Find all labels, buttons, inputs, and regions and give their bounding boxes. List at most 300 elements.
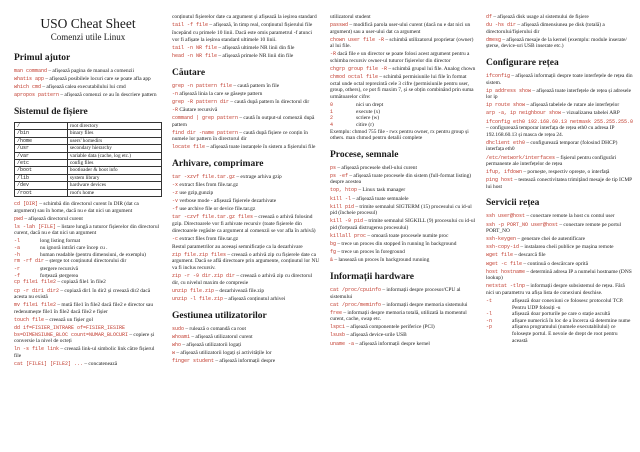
option-flag: -h bbox=[14, 251, 21, 258]
directory-description: variable data (cache, log etc.) bbox=[67, 152, 161, 159]
command-name: which cmd bbox=[14, 84, 42, 91]
command-entry bbox=[172, 22, 320, 29]
option-flag: 4 bbox=[330, 121, 334, 128]
command-name: ifup, ifdown bbox=[486, 169, 523, 176]
option-row bbox=[330, 109, 478, 116]
command-description: începând cu primele 10 linii. Dacă este omis parametrul -f atunci vor fi afișate la ieșirea standard ultimele 10 linii. bbox=[172, 30, 312, 43]
entry-list bbox=[172, 174, 320, 303]
command-description: – caută în output-ul comenzii după pattern bbox=[172, 114, 315, 128]
command-description: – afișează primele NR linii din file bbox=[218, 52, 294, 59]
option-flag: 0 bbox=[330, 102, 334, 109]
command-name: du -hs dir bbox=[486, 22, 517, 29]
command-description: – afișează device-urile USB bbox=[346, 332, 407, 339]
section-heading-info-hardware: Informații hardware bbox=[330, 271, 414, 282]
command-name: finger student bbox=[172, 357, 215, 364]
command-description: – trimite semnalul SIGKILL (9) procesului cu id-ul pid (forțează distrugerea procesului) bbox=[330, 218, 476, 231]
command-name: ip route show bbox=[486, 102, 526, 109]
command-name: zip file.zip files bbox=[172, 251, 227, 258]
command-description: – afișează mesaje de la kernel (exemplu: module inserate/șterse, device-uri USB inserate etc.) bbox=[486, 36, 627, 50]
command-name: ssh-keygen bbox=[486, 236, 517, 243]
entry-list bbox=[330, 22, 478, 101]
command-name: unzip file.zip bbox=[172, 287, 215, 294]
command-description: afișează linia la care se găsește pattern bbox=[179, 90, 263, 97]
directory-description: system library bbox=[67, 174, 161, 181]
directory-description: root's home bbox=[67, 189, 161, 196]
command-name: whoami bbox=[172, 333, 191, 340]
command-entry bbox=[486, 283, 634, 296]
command-description: – copiază dir1 în dir2 și creează dir2 dacă acesta nu există bbox=[14, 287, 151, 301]
command-name: cat [FILE1] [FILE2] ... bbox=[14, 361, 84, 367]
command-description: – afișează toate procesele din sistem (full-format listing) despre acestea bbox=[330, 172, 472, 186]
command-name: ifconfig eth0 192.168.60.13 netmask 255.255.255.0 bbox=[486, 118, 634, 125]
entry-list bbox=[486, 73, 634, 191]
command-description: – afișează conținutul arhivei bbox=[224, 295, 286, 302]
column-1 bbox=[14, 14, 162, 369]
command-name: wget -c file bbox=[486, 260, 523, 267]
command-name: -v bbox=[172, 198, 179, 205]
directory-path: /lib bbox=[15, 174, 68, 181]
command-description: – modifică parola user-ului curent (dacă nu e dat nici un argument) sau a user-ului dat ca argument bbox=[330, 22, 471, 35]
command-name: whatis app bbox=[14, 76, 45, 83]
table-row bbox=[15, 159, 162, 166]
command-description: dacă file e un director se poate folosi acest argument pentru a schimba recursiv owner-ul tuturor fișierelor din director bbox=[330, 51, 470, 65]
command-name: -f bbox=[172, 206, 179, 213]
directory-description: config files bbox=[67, 159, 161, 166]
command-name: dd if=FISIER_INTRARE of=FISIER_IESIRE bs=DIMENSIUNE_BLOC count=NUMAR_BLOCURI bbox=[14, 325, 129, 338]
command-entry bbox=[330, 204, 478, 217]
command-description: – afișează calea executabilului lui cmd bbox=[42, 84, 126, 91]
command-description: – schimbă permisiunile lui file în format octal unde octal reprezintă cele 3 cifre (permisiunile pentru user, group, others), ce pot fi maxim 7, și se obțin combinând prin suma următoarelor cifre: bbox=[330, 74, 474, 101]
command-entry bbox=[172, 174, 320, 181]
command-description: – schimbă din directorul curent în DIR (dat ca argument) sau în home, dacă nu e dat nici un argument bbox=[14, 200, 139, 214]
entry-list bbox=[14, 279, 162, 367]
directory-path: /bin bbox=[15, 130, 68, 137]
command-description: – fișierul pentru configurări permanente ale interfețelor de rețea bbox=[486, 154, 617, 168]
command-entry bbox=[172, 206, 320, 213]
command-name: ip address show bbox=[486, 87, 532, 94]
command-description: – afișează toate instanțele în sistem a fișierului file bbox=[206, 144, 316, 151]
command-name: locate file bbox=[172, 144, 206, 151]
command-entry bbox=[14, 361, 162, 368]
command-name: grep -R pattern dir bbox=[172, 98, 230, 105]
command-description: – afișează informații despre bbox=[215, 357, 276, 364]
option-flag: 2 bbox=[330, 115, 334, 122]
command-description: – afișează procesele shell-ului curent bbox=[337, 164, 417, 171]
option-row bbox=[486, 311, 634, 318]
option-row bbox=[330, 115, 478, 122]
command-name: passwd bbox=[330, 22, 349, 29]
table-row bbox=[15, 145, 162, 152]
command-name: chmod octal file bbox=[330, 74, 379, 81]
option-description: citire (r) bbox=[356, 121, 374, 128]
option-row bbox=[14, 252, 162, 259]
command-entry bbox=[486, 119, 634, 139]
command-name: fg bbox=[330, 249, 337, 256]
command-name: lsusb bbox=[330, 332, 346, 339]
command-entry bbox=[330, 241, 478, 248]
command-description: – omoară toate procesele numite proc bbox=[367, 233, 449, 240]
directory-path: /usr bbox=[15, 145, 68, 152]
option-description: ștergere recursivă bbox=[40, 266, 79, 273]
command-name: pwd bbox=[14, 215, 24, 222]
command-name: ssh-copy-id bbox=[486, 244, 520, 251]
command-name: free bbox=[330, 309, 343, 316]
option-row bbox=[14, 238, 162, 245]
command-description: – trimite semnalul SIGTERM (15) procesului cu id-ul pid (încheie procesul) bbox=[330, 203, 472, 217]
command-description: – generare chei de autentificare bbox=[517, 236, 586, 243]
command-entry bbox=[172, 198, 320, 205]
command-description: – afișează informații despre kernel bbox=[355, 340, 430, 347]
option-flag: -r bbox=[14, 266, 21, 273]
command-name: command | grep pattern bbox=[172, 114, 239, 121]
option-row bbox=[330, 102, 478, 109]
command-name: zip -r -9 dir.zip dir bbox=[172, 273, 236, 280]
command-entry bbox=[172, 53, 320, 60]
command-entry bbox=[330, 173, 478, 186]
option-description: afișarea programului (numele executabilului) ce folosește portul. E nevoie de drept de root pentru această bbox=[512, 324, 618, 344]
command-name: apropos pattern bbox=[14, 92, 60, 99]
command-description: use archive file or device file.tar.gz bbox=[179, 206, 256, 213]
option-flag: -p bbox=[486, 324, 493, 331]
command-description: – copiază file1 în file2 bbox=[57, 279, 106, 286]
command-entry bbox=[330, 233, 478, 240]
command-description: – configurează temporar (folosind DHCP) interfața eth0 bbox=[486, 139, 618, 153]
command-entry bbox=[14, 346, 162, 359]
command-description: – copiere și conversie la nivel de octeți bbox=[14, 331, 155, 345]
command-name: arp -a, ip neighbour show bbox=[486, 110, 562, 117]
command-entry bbox=[486, 261, 634, 268]
command-entry bbox=[486, 222, 634, 235]
command-entry bbox=[14, 279, 162, 286]
command-description: – afișează disk usage al sistemului de fișiere bbox=[493, 14, 589, 20]
command-name: tar -xzvf file.tar.gz bbox=[172, 173, 236, 180]
section-heading-cautare: Căutare bbox=[172, 67, 206, 78]
option-flag: -a bbox=[14, 245, 21, 251]
command-name: cat /proc/meminfo bbox=[330, 301, 382, 308]
command-description: – afișează utilizatorii logați și activitățile lor bbox=[176, 349, 272, 356]
command-description: – afișează informații despre toate interfețele de rețea din sistem. bbox=[486, 72, 633, 86]
command-name: ssh -p PORT_NO user@host bbox=[486, 221, 559, 228]
command-name: chown user file -R bbox=[330, 36, 385, 43]
command-description: – afișează toate semnalele bbox=[352, 195, 409, 202]
command-entry bbox=[172, 288, 320, 295]
command-description: – afișează toate interfețele de rețea și adresele lor ip bbox=[486, 87, 631, 101]
command-name: sudo bbox=[172, 325, 185, 332]
command-name: & bbox=[330, 257, 334, 264]
command-entry bbox=[172, 236, 320, 243]
command-name: kill -l bbox=[330, 195, 352, 202]
command-entry bbox=[486, 102, 634, 109]
command-entry bbox=[486, 169, 634, 176]
directory-path: /root bbox=[15, 189, 68, 196]
command-name: df bbox=[486, 14, 493, 20]
command-name: ssh user@host bbox=[486, 213, 526, 220]
directory-path: /var bbox=[15, 152, 68, 159]
command-entry bbox=[14, 302, 162, 315]
command-entry bbox=[486, 14, 634, 21]
command-name: uname -a bbox=[330, 340, 355, 347]
command-entry bbox=[486, 88, 634, 101]
directory-description: secondary hierarchy bbox=[67, 145, 161, 152]
option-flag: 1 bbox=[330, 108, 334, 115]
command-entry bbox=[486, 37, 634, 50]
command-entry bbox=[14, 92, 162, 99]
option-description: afișare numerică în loc de a încerca să determine nume bbox=[512, 317, 631, 324]
command-entry bbox=[486, 22, 634, 35]
command-description: extract files from file.tar.gz bbox=[179, 235, 239, 242]
command-entry bbox=[330, 332, 478, 339]
section-heading-primul-ajutor: Primul ajutor bbox=[14, 53, 71, 63]
command-description: extract files from file.tar.gz bbox=[179, 182, 239, 188]
option-list bbox=[14, 238, 162, 258]
command-entry bbox=[172, 273, 320, 286]
command-description: – dezarhivează file.zip bbox=[215, 287, 265, 294]
table-row bbox=[15, 182, 162, 189]
command-name: -R bbox=[172, 106, 179, 113]
command-entry bbox=[172, 342, 320, 349]
command-description: – afișează pagina de manual a comenzii bbox=[48, 68, 134, 74]
command-entry bbox=[486, 269, 634, 282]
section-heading-procese: Procese, semnale bbox=[330, 149, 399, 160]
option-description: nu ignoră intrări care încep cu . bbox=[40, 245, 108, 251]
command-entry bbox=[172, 334, 320, 341]
command-name: touch file bbox=[14, 316, 45, 323]
command-name: tar -czvf file.tar.gz files bbox=[172, 214, 254, 221]
option-description: afișează doar porturile pe care o stație ascultă bbox=[512, 311, 611, 318]
command-entry bbox=[330, 37, 478, 50]
command-name: rm -rf dir bbox=[14, 258, 45, 265]
command-entry bbox=[486, 140, 634, 153]
command-name: unzip -l file.zip bbox=[172, 295, 224, 302]
page-title: USO Cheat Sheet bbox=[40, 16, 136, 31]
command-entry bbox=[330, 324, 478, 331]
table-row bbox=[15, 167, 162, 174]
page-subtitle: Comenzi utile Linux bbox=[50, 32, 126, 42]
command-entry bbox=[486, 177, 634, 190]
command-description: – caută după fișiere ce conțin în numele lor pattern în directorul dir bbox=[172, 129, 308, 143]
entry-list bbox=[330, 287, 478, 347]
command-description: – afișează comenzi ce au în descriere pattern bbox=[60, 92, 157, 99]
command-entry bbox=[172, 244, 320, 251]
command-description: – extrage arhiva gzip bbox=[236, 173, 282, 180]
command-description: – rulează o comandă ca root bbox=[185, 325, 246, 332]
command-entry bbox=[172, 91, 320, 98]
section-heading-arhivare: Arhivare, comprimare bbox=[172, 158, 264, 169]
command-entry bbox=[330, 196, 478, 203]
directory-description: bootloader & boot info bbox=[67, 167, 161, 174]
command-name: cp -r dir1 dir2 bbox=[14, 287, 60, 294]
command-entry bbox=[330, 66, 478, 73]
example-text: Exemplu: chmod 755 file - rwx pentru owner, rx pentru group și others. man chmod pentru detalii complete bbox=[330, 128, 469, 142]
command-name: tail -f file bbox=[172, 22, 209, 29]
option-list bbox=[330, 102, 478, 128]
command-entry bbox=[330, 22, 478, 35]
column-2 bbox=[172, 14, 320, 366]
command-description: – afișează tabelele de rutare ale interfețelor bbox=[526, 102, 620, 109]
command-entry bbox=[14, 317, 162, 324]
directory-description: users' homedirs bbox=[67, 137, 161, 144]
command-name: top, htop bbox=[330, 187, 358, 194]
command-description: – afișează utilizatorul curent bbox=[191, 333, 253, 340]
command-description: – testează conectivitatea trimițând mesaje de tip ICMP lui host bbox=[486, 177, 632, 190]
command-description: – afișează componentele periferice (PCI) bbox=[346, 324, 435, 331]
option-description: human readable (pentru dimensiuni, de exemplu) bbox=[40, 251, 146, 258]
command-description: – caută pattern în file bbox=[233, 82, 280, 89]
command-name: lspci bbox=[330, 324, 346, 331]
command-description: – mută file1 în file2 dacă file2 e director sau redenumește file1 în file2 dacă file2 e fișier bbox=[14, 302, 154, 315]
directory-path: / bbox=[15, 122, 68, 129]
command-entry bbox=[330, 249, 478, 256]
command-entry bbox=[172, 214, 320, 234]
option-row bbox=[330, 122, 478, 129]
option-list bbox=[486, 298, 634, 344]
command-name: ln -s file link bbox=[14, 346, 60, 353]
command-description: – afișează posibilele locuri care se poate afla app bbox=[45, 76, 151, 83]
command-entry bbox=[172, 107, 320, 114]
command-name: grep -n pattern file bbox=[172, 82, 233, 89]
command-description: – creează o arhivă folosind gzip. Directoarele vor fi arhivate recursiv (toate fișierele din directoarele regăsite ca argument al comenzii se vor afla în arhivă) bbox=[172, 214, 316, 234]
command-name: ls -lah [FILE] bbox=[14, 223, 57, 230]
entry-list bbox=[172, 83, 320, 151]
section-heading-servicii-retea: Servicii rețea bbox=[486, 198, 540, 209]
table-row bbox=[15, 137, 162, 144]
command-description: – afișează dimensiunea pe disk (totală) a directorului/fișierului dir bbox=[486, 22, 605, 35]
command-name: cp file1 file2 bbox=[14, 279, 57, 286]
command-entry bbox=[330, 341, 478, 348]
command-description: – informații despre subsistemul de rețea. Fără nici un parametru va afișa lista de conexiuni deschise. bbox=[486, 283, 625, 296]
command-entry bbox=[172, 296, 320, 303]
option-row bbox=[14, 245, 162, 252]
command-description: – instalarea cheii publice pe mașina remote bbox=[520, 244, 614, 251]
command-name: man command bbox=[14, 68, 48, 74]
continued-text: utilizatorul student bbox=[330, 14, 371, 20]
command-name: ping host bbox=[486, 177, 514, 184]
command-description: – continuă o descărcare oprită bbox=[523, 260, 589, 267]
section-heading-utilizatori: Gestiunea utilizatorilor bbox=[172, 310, 267, 321]
command-name: -n bbox=[172, 90, 179, 97]
command-name: bg bbox=[330, 241, 337, 248]
command-entry bbox=[330, 257, 478, 264]
command-entry bbox=[172, 182, 320, 189]
command-entry bbox=[486, 213, 634, 220]
command-entry bbox=[172, 358, 320, 365]
command-name: kill -9 pid bbox=[330, 218, 364, 225]
command-entry bbox=[330, 218, 478, 231]
option-flag: -l bbox=[486, 311, 493, 318]
table-row bbox=[15, 152, 162, 159]
command-name: cd [DIR] bbox=[14, 200, 39, 207]
command-name: dmesg bbox=[486, 36, 502, 43]
entry-list bbox=[486, 14, 634, 50]
command-entry bbox=[14, 216, 162, 223]
command-entry bbox=[14, 68, 162, 75]
filesystem-table bbox=[14, 122, 162, 197]
command-entry bbox=[14, 258, 162, 265]
command-entry bbox=[172, 350, 320, 357]
option-flag: -n bbox=[486, 317, 493, 324]
directory-path: /dev bbox=[15, 182, 68, 189]
command-description: – conectare remote pe portul PORT_NO bbox=[486, 221, 622, 235]
option-row bbox=[486, 298, 634, 311]
table-row bbox=[15, 130, 162, 137]
command-description: Căutare recursivă bbox=[179, 106, 218, 113]
command-name: cat /proc/cpuinfo bbox=[330, 286, 382, 293]
section-heading-sistem-fisiere: Sistemul de fișiere bbox=[14, 106, 88, 117]
command-name: killall proc bbox=[330, 233, 367, 240]
command-description: Restul parametrilor au aceeași semnificație ca la dezarhivare bbox=[172, 243, 303, 250]
command-entry bbox=[14, 84, 162, 91]
command-entry bbox=[172, 83, 320, 90]
entry-list bbox=[172, 22, 320, 59]
directory-path: /etc bbox=[15, 159, 68, 166]
command-entry bbox=[14, 76, 162, 83]
command-entry bbox=[330, 165, 478, 172]
command-description: – lansează un proces în background running bbox=[334, 257, 430, 264]
entry-list bbox=[14, 201, 162, 237]
command-entry bbox=[14, 325, 162, 345]
option-flag: -l bbox=[14, 238, 21, 245]
command-description: – afișează directorul curent bbox=[24, 215, 83, 222]
command-name: mv file1 file2 bbox=[14, 302, 57, 309]
command-name: kill pid bbox=[330, 203, 355, 210]
option-description: long listing format bbox=[40, 238, 81, 245]
command-description: – Linux task manager bbox=[358, 187, 406, 194]
command-description: – listare lungă a tuturor fișierelor din directorul curent, dacă nu e dat nici un argument bbox=[14, 223, 160, 237]
command-description: – informații despre memoria sistemului bbox=[382, 301, 468, 308]
table-row bbox=[15, 174, 162, 181]
option-description: nici un drept bbox=[356, 102, 384, 109]
command-entry bbox=[14, 288, 162, 301]
command-description: – determină adresa IP a numelui hostname (DNS lookup) bbox=[486, 268, 632, 282]
command-entry bbox=[172, 30, 320, 43]
directory-description: root directory bbox=[67, 122, 161, 129]
entry-list bbox=[486, 213, 634, 296]
command-entry bbox=[172, 144, 320, 151]
command-name: head -n NR file bbox=[172, 52, 218, 59]
command-entry bbox=[172, 252, 320, 272]
command-name: wget file bbox=[486, 252, 514, 259]
command-description: – afișează, în timp real, conținutul fișierului file bbox=[209, 22, 313, 29]
column-3 bbox=[330, 14, 478, 349]
command-name: ps -ef bbox=[330, 172, 349, 179]
table-row bbox=[15, 122, 162, 129]
command-entry bbox=[172, 99, 320, 106]
command-name: netstat -tlnp bbox=[486, 283, 526, 290]
command-description: – schimbă utilizatorul proprietar (owner) al lui file. bbox=[330, 36, 474, 50]
command-entry bbox=[14, 201, 162, 214]
command-description: – creează link-ul simbolic link către fișierul file bbox=[14, 346, 155, 359]
command-description: – creează un fișier gol bbox=[45, 316, 93, 323]
directory-description: binary files bbox=[67, 130, 161, 137]
option-description: forțează ștergerea bbox=[40, 272, 79, 279]
command-description: – creează o arhivă zip cu fișierele date ca argument. Dacă se află directoare prin argumente, conținutul lor NU va fi inclus recursiv. bbox=[172, 251, 320, 272]
command-entry bbox=[172, 115, 320, 128]
command-description: – conectare remote la host cu contul user bbox=[526, 213, 615, 220]
command-name: ps bbox=[330, 164, 337, 171]
command-description: – creează o arhivă zip cu directorul dir, cu nivelul maxim de compresie bbox=[172, 273, 313, 286]
command-name: tail -n NR file bbox=[172, 44, 218, 51]
option-description: execute (x) bbox=[356, 108, 381, 115]
column-4 bbox=[486, 14, 634, 344]
command-description: – schimbă grupul lui file. Analog chown bbox=[388, 66, 476, 73]
command-description: – informații despre procesor/CPU al sistemului bbox=[330, 286, 461, 300]
command-name: host hostname bbox=[486, 268, 526, 275]
entry-list bbox=[330, 165, 478, 264]
command-entry bbox=[172, 130, 320, 143]
table-row bbox=[15, 189, 162, 196]
command-entry bbox=[486, 73, 634, 86]
command-description: – trece un proces în foreground bbox=[337, 249, 405, 256]
